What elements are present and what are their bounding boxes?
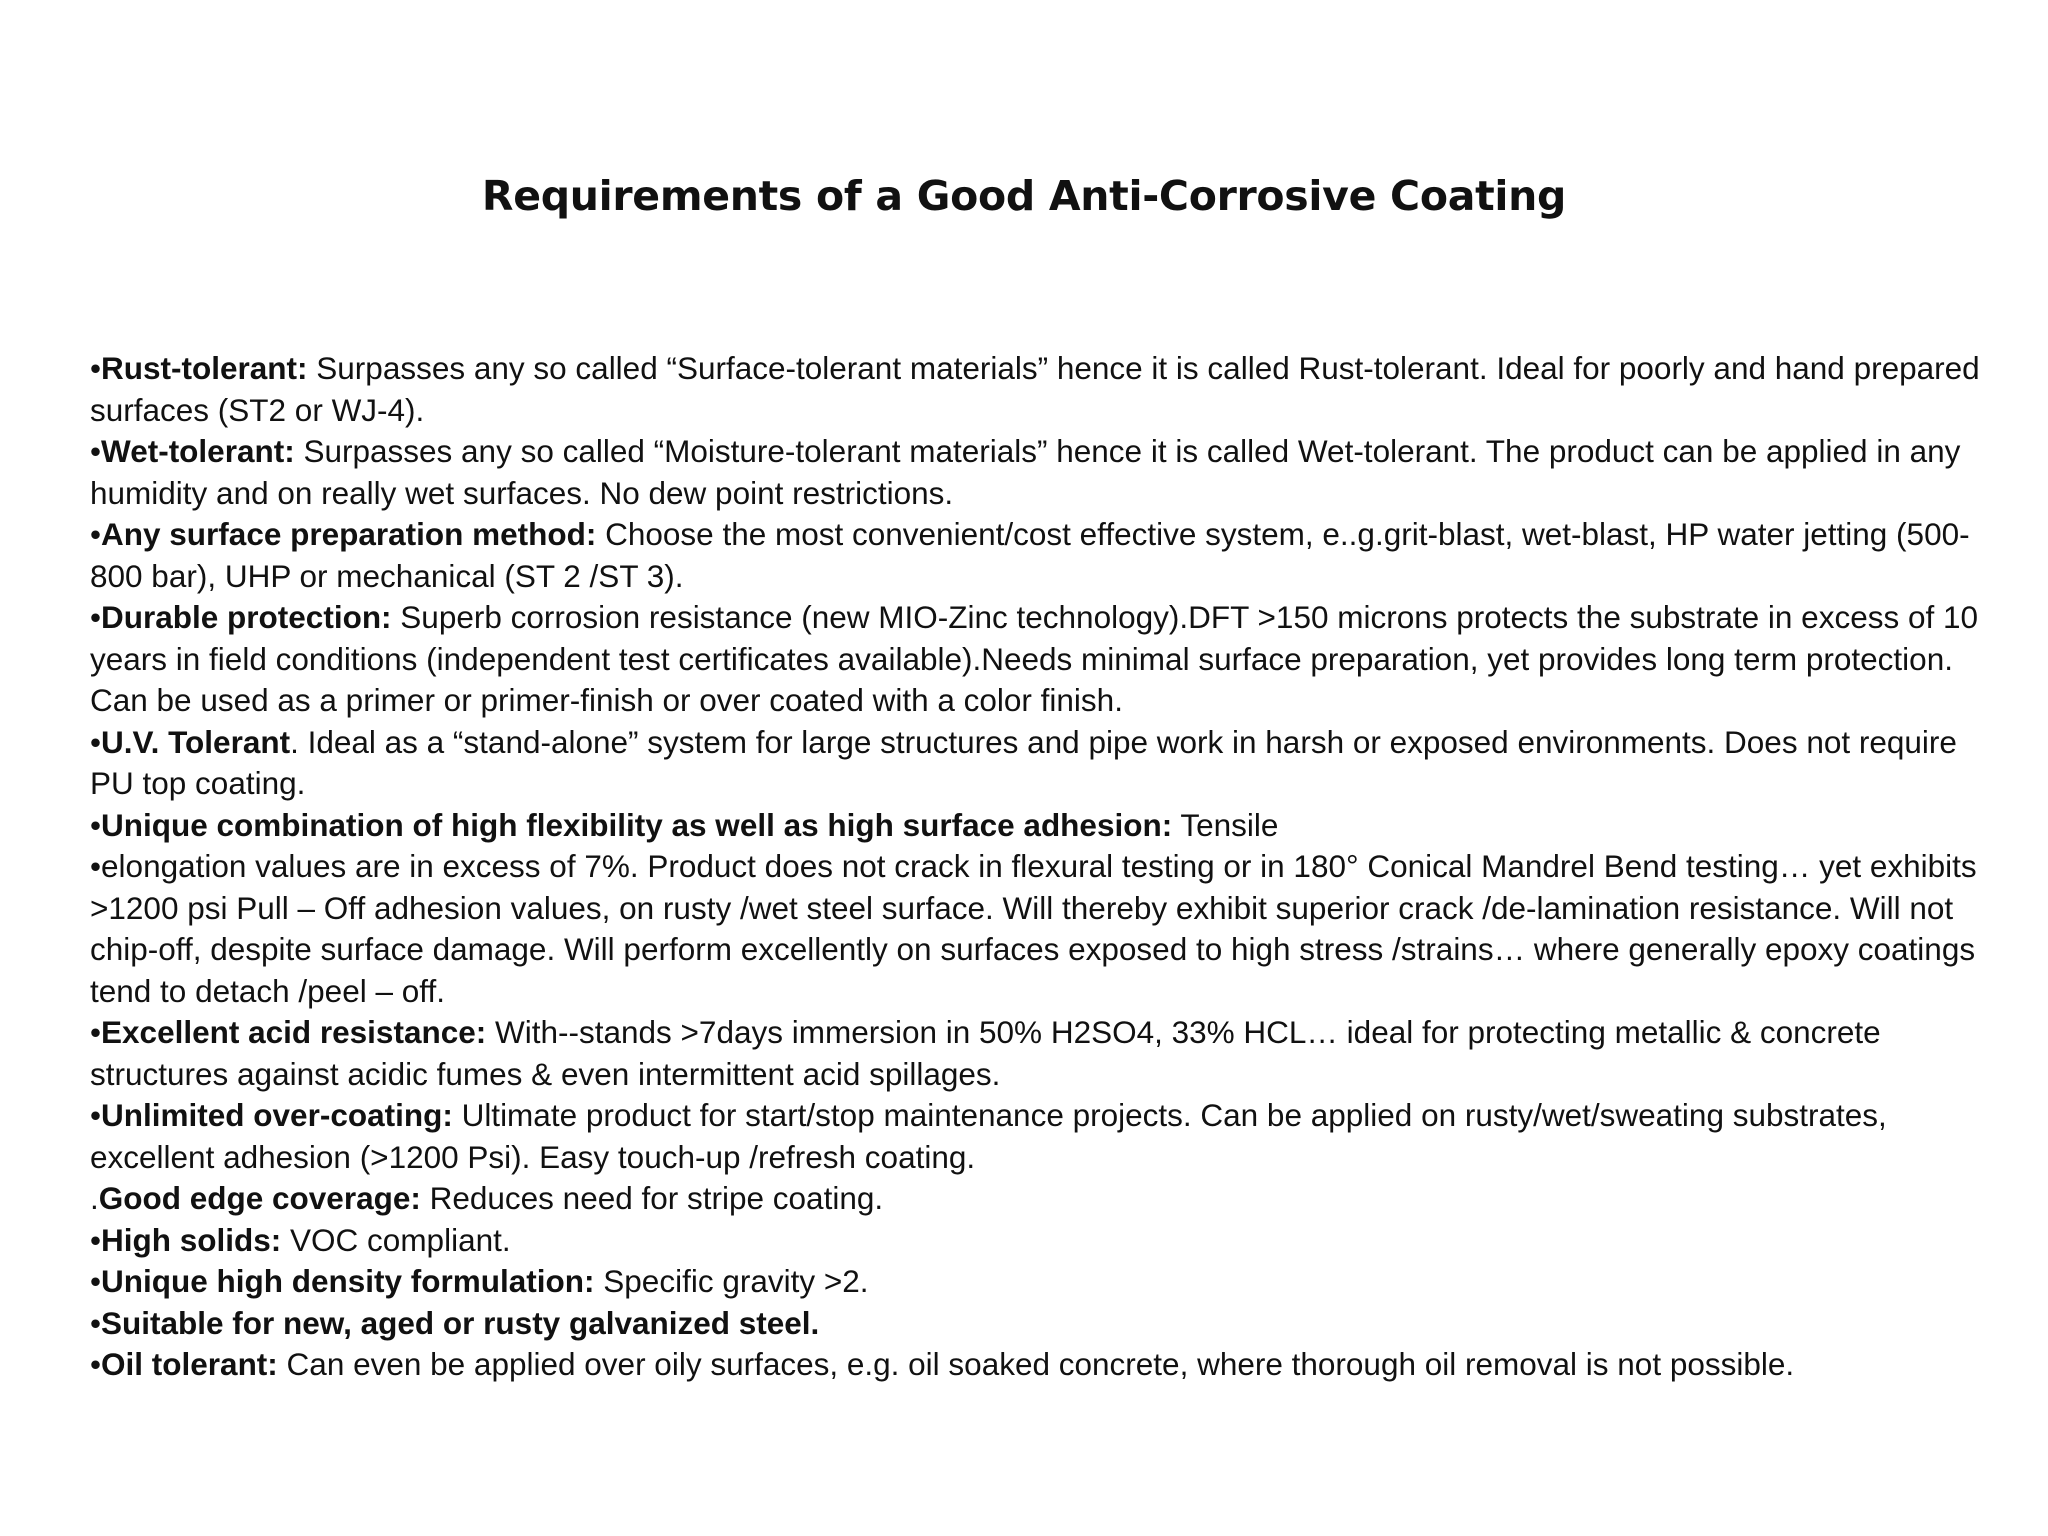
item-label: Oil tolerant: bbox=[101, 1346, 278, 1382]
page-title: Requirements of a Good Anti-Corrosive Coating bbox=[481, 172, 1567, 220]
bullet: • bbox=[90, 433, 102, 469]
item-label: High solids: bbox=[101, 1221, 282, 1258]
item-label: Unique combination of high flexibility as well as high surface adhesion: bbox=[101, 806, 1173, 843]
bullet: • bbox=[90, 723, 102, 760]
item-text: Reduces need for stripe coating. bbox=[420, 1180, 884, 1216]
list-item-elongation bbox=[90, 846, 1990, 1012]
list-item-rust-tolerant bbox=[90, 348, 1990, 431]
list-item-over-coating bbox=[90, 1095, 1990, 1178]
item-text: . Ideal as a “stand-alone” system for large structures and pipe work in harsh or exposed environments. Does not require PU top coating. bbox=[90, 723, 1957, 801]
item-text: VOC compliant. bbox=[281, 1221, 511, 1258]
item-label: Durable protection: bbox=[101, 599, 392, 635]
item-label: Any surface preparation method: bbox=[101, 516, 597, 552]
item-label: Wet-tolerant: bbox=[101, 433, 295, 469]
bullet: • bbox=[90, 1221, 102, 1258]
item-text: With--stands >7days immersion in 50% H2SO4, 33% HCL… ideal for protecting metallic & concrete structures against acidic fumes & even intermittent acid spillages. bbox=[90, 1014, 1881, 1092]
item-text: Surpasses any so called “Surface-tolerant materials” hence it is called Rust-tolerant. Ideal for poorly and hand prepared surfaces (ST2 or WJ-4). bbox=[90, 350, 1980, 428]
item-text: Superb corrosion resistance (new MIO-Zinc technology).DFT >150 microns protects the substrate in excess of 10 years in field conditions (independent test certificates available).Needs minimal surface preparation, yet provides long term protection. Can be used as a primer or primer-finish or over coated with a color finish. bbox=[90, 599, 1979, 718]
list-item-edge-coverage bbox=[90, 1178, 1990, 1220]
list-item-high-solids bbox=[90, 1220, 1990, 1262]
bullet: • bbox=[90, 1097, 102, 1133]
requirements-list bbox=[90, 348, 1990, 1386]
list-item-galvanized-steel bbox=[90, 1303, 1990, 1345]
list-item-high-density bbox=[90, 1261, 1990, 1303]
bullet: . bbox=[90, 1180, 99, 1216]
list-item-surface-preparation bbox=[90, 514, 1990, 597]
list-item-flexibility-adhesion bbox=[90, 805, 1990, 847]
item-label: Rust-tolerant: bbox=[101, 350, 308, 386]
bullet: • bbox=[90, 1346, 102, 1382]
item-label: Unlimited over-coating: bbox=[101, 1097, 453, 1133]
bullet: • bbox=[90, 516, 102, 552]
item-text: Choose the most convenient/cost effective system, e..g.grit-blast, wet-blast, HP water jetting (500-800 bar), UHP or mechanical (ST 2 /ST 3). bbox=[90, 516, 1970, 594]
item-text: Specific gravity >2. bbox=[594, 1263, 869, 1299]
bullet: • bbox=[90, 350, 102, 386]
item-text: Tensile bbox=[1172, 806, 1279, 843]
item-text: Surpasses any so called “Moisture-tolerant materials” hence it is called Wet-tolerant. The product can be applied in any humidity and on really wet surfaces. No dew point restrictions. bbox=[90, 433, 1961, 511]
list-item-uv-tolerant bbox=[90, 722, 1990, 805]
bullet: • bbox=[90, 599, 102, 635]
item-label: U.V. Tolerant bbox=[101, 723, 291, 760]
list-item-oil-tolerant bbox=[90, 1344, 1990, 1386]
item-text: Ultimate product for start/stop maintenance projects. Can be applied on rusty/wet/sweating substrates, excellent adhesion (>1200 Psi). Easy touch-up /refresh coating. bbox=[90, 1097, 1887, 1175]
bullet: • bbox=[90, 848, 102, 884]
bullet: • bbox=[90, 806, 102, 843]
list-item-durable-protection bbox=[90, 597, 1990, 722]
item-label: Unique high density formulation: bbox=[101, 1263, 595, 1299]
bullet: • bbox=[90, 1263, 102, 1299]
bullet: • bbox=[90, 1014, 102, 1050]
item-label: Suitable for new, aged or rusty galvanized steel. bbox=[101, 1304, 820, 1341]
item-label: Good edge coverage: bbox=[98, 1180, 421, 1216]
list-item-acid-resistance bbox=[90, 1012, 1990, 1095]
list-item-wet-tolerant bbox=[90, 431, 1990, 514]
item-label: Excellent acid resistance: bbox=[101, 1014, 487, 1050]
item-text: Can even be applied over oily surfaces, e.g. oil soaked concrete, where thorough oil removal is not possible. bbox=[277, 1346, 1795, 1382]
item-text: elongation values are in excess of 7%. Product does not crack in flexural testing or in 180° Conical Mandrel Bend testing… yet exhibits >1200 psi Pull – Off adhesion values, on rusty /wet steel surface. Will thereby exhibit superior crack /de-lamination resistance. Will not chip-off, despite surface damage. Will perform excellently on surfaces exposed to high stress /strains… where generally epoxy coatings tend to detach /peel – off. bbox=[90, 848, 1977, 1009]
bullet: • bbox=[90, 1304, 102, 1341]
